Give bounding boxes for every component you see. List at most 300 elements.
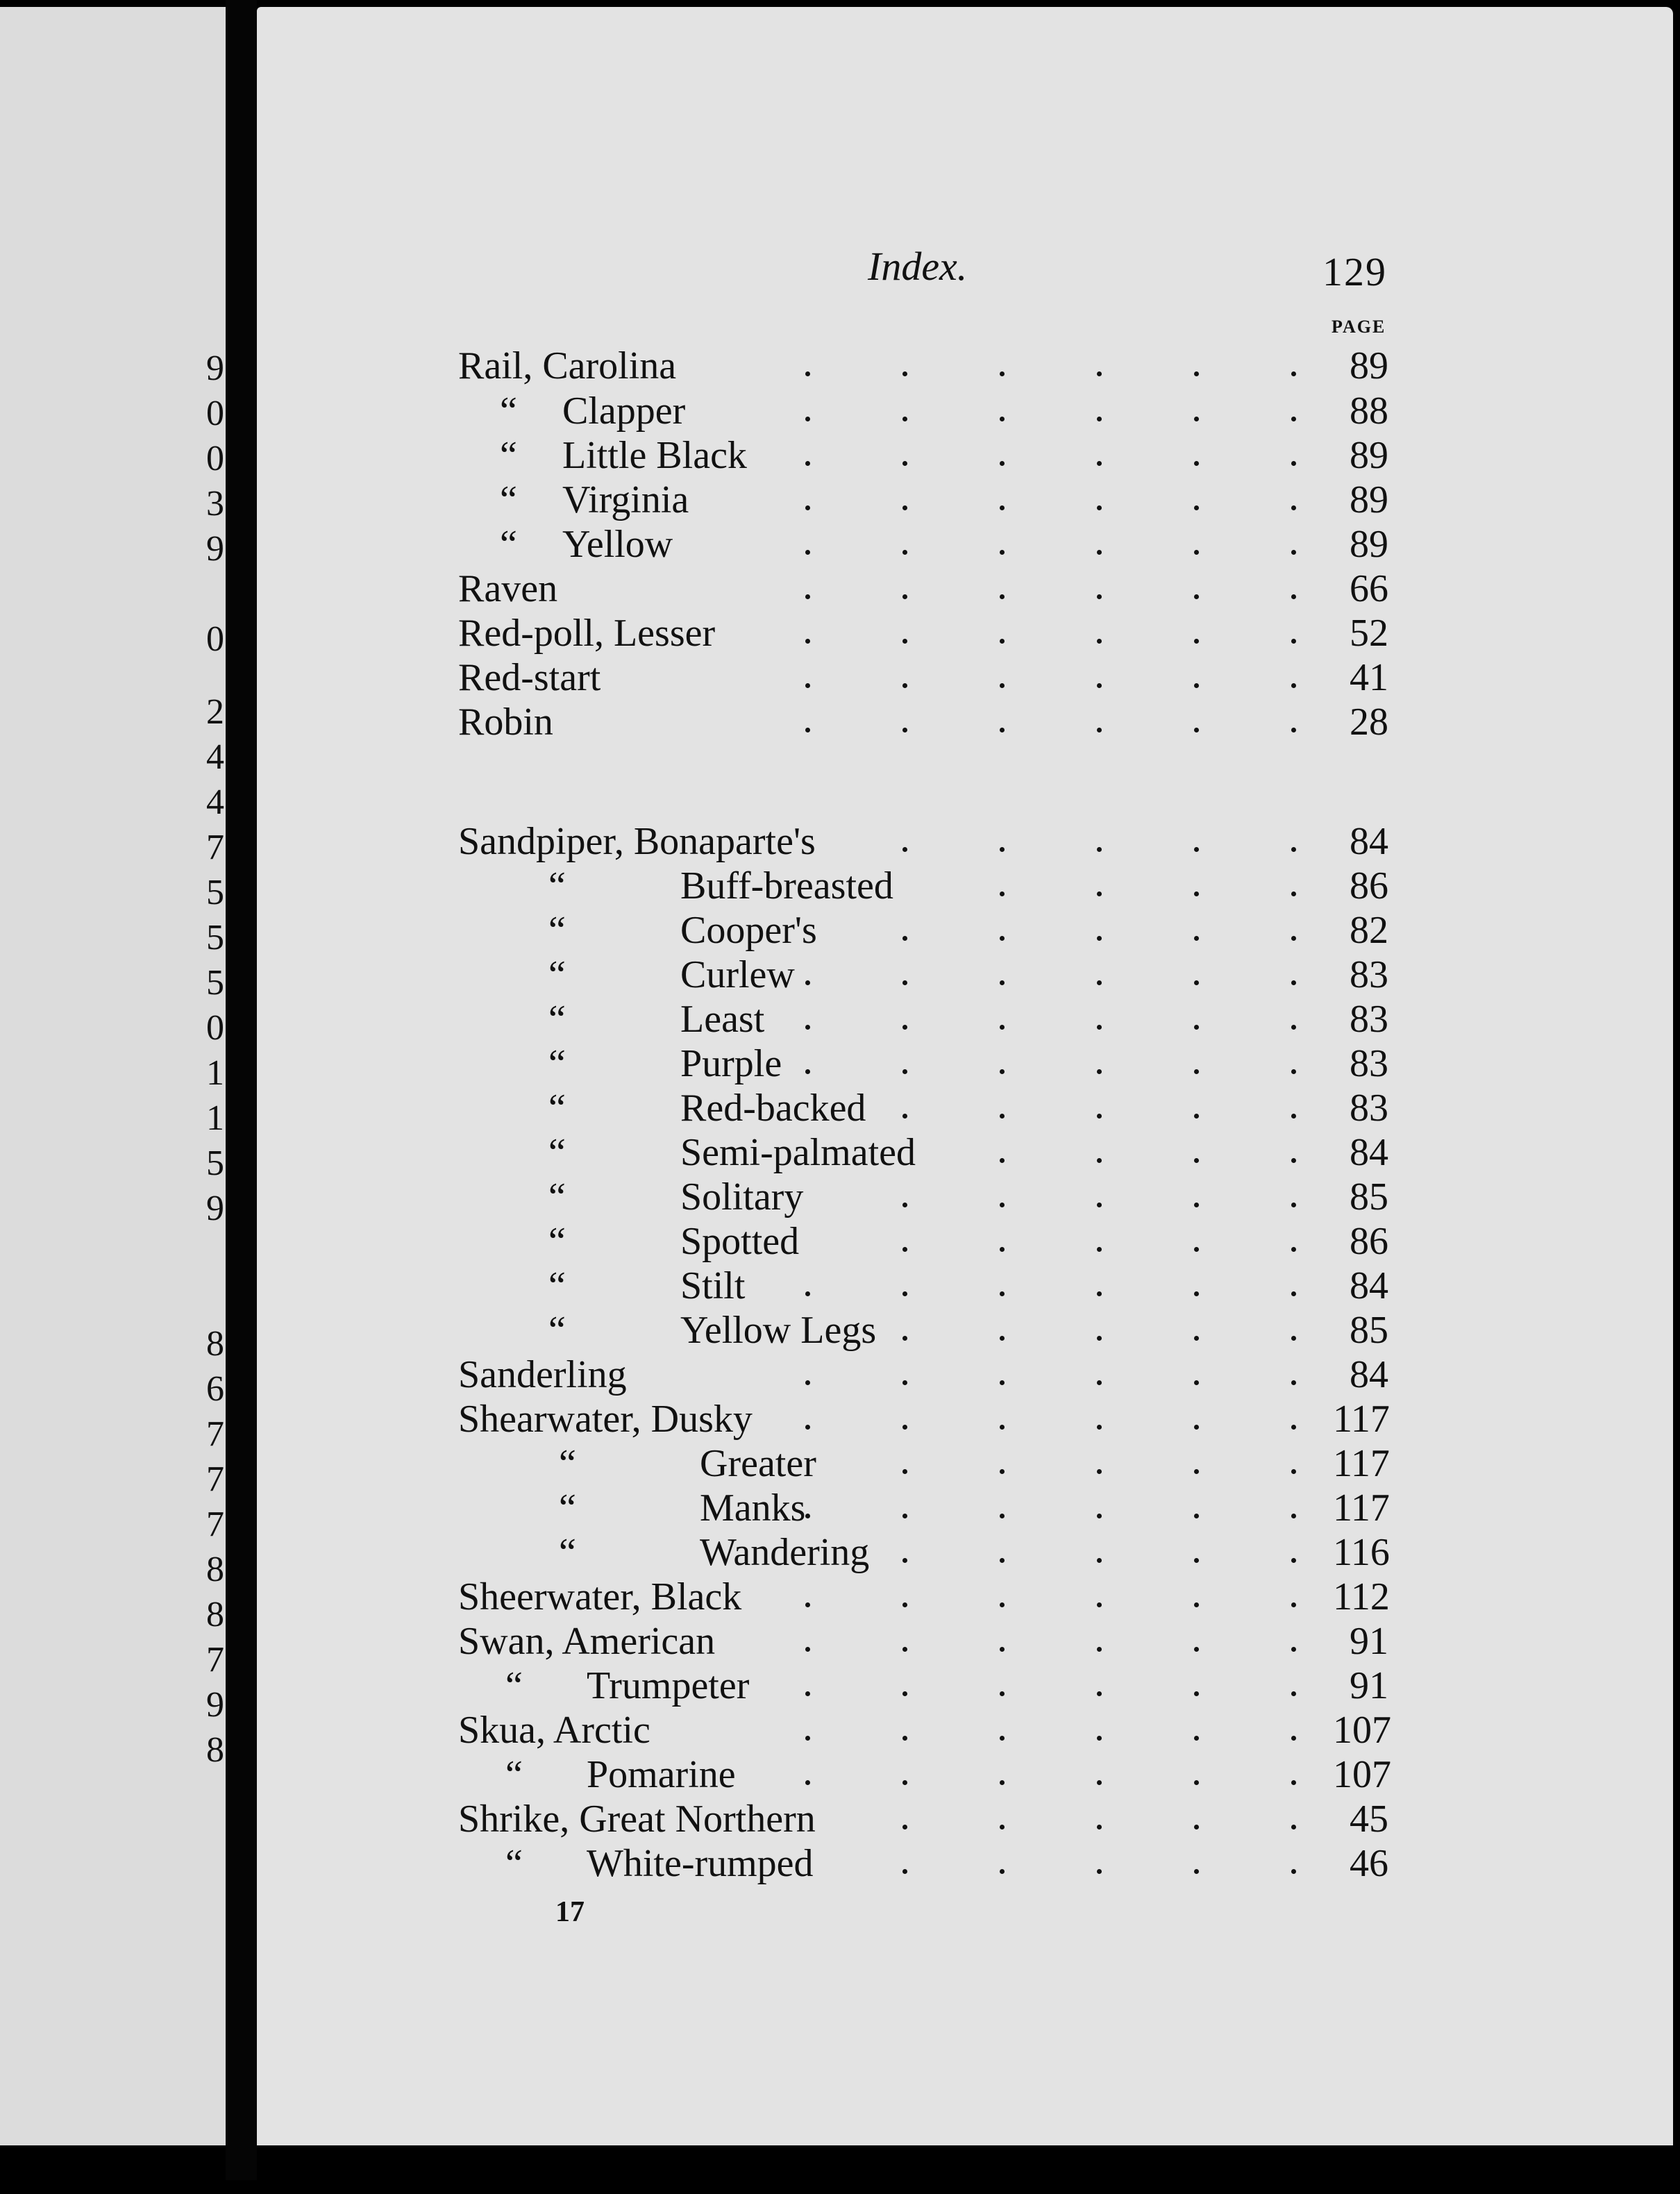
leader-dot	[902, 1869, 907, 1874]
leader-dot	[1000, 1114, 1005, 1119]
margin-digit: 6	[206, 1369, 224, 1409]
entry-page-number: 89	[1350, 478, 1388, 521]
entry-page-number: 89	[1350, 344, 1388, 387]
entry-page-number: 83	[1350, 953, 1388, 996]
leader-dot	[1000, 1203, 1005, 1207]
leader-dot	[902, 1025, 907, 1030]
index-entry	[0, 1486, 1680, 1530]
index-entry	[0, 1530, 1680, 1575]
index-entry	[0, 1353, 1680, 1397]
leader-dot	[1291, 1869, 1296, 1874]
leader-dot	[1194, 1558, 1199, 1563]
leader-dot	[902, 1425, 907, 1430]
leader-dot	[805, 639, 810, 644]
leader-dot	[1194, 1336, 1199, 1341]
leader-dot	[1194, 1736, 1199, 1741]
ditto-mark: “	[548, 1220, 566, 1263]
margin-digit: 0	[206, 1008, 224, 1048]
index-entry	[0, 1175, 1680, 1219]
leader-dot	[902, 1380, 907, 1385]
leader-dot	[902, 980, 907, 985]
leader-dot	[902, 639, 907, 644]
entry-page-number: 84	[1350, 1131, 1388, 1174]
leader-dot	[1097, 891, 1102, 896]
leader-dot	[1194, 1291, 1199, 1296]
entry-page-number: 46	[1350, 1842, 1388, 1885]
entry-page-number: 86	[1350, 864, 1388, 907]
leader-dot	[1291, 980, 1296, 985]
entry-page-number: 91	[1350, 1620, 1388, 1663]
leader-dot	[1291, 1780, 1296, 1785]
leader-dot	[1097, 505, 1102, 510]
leader-dot	[1194, 461, 1199, 466]
leader-dot	[1000, 980, 1005, 985]
ditto-mark: “	[500, 390, 517, 433]
entry-page-number: 88	[1350, 390, 1388, 433]
index-entry	[0, 819, 1680, 867]
margin-digit: 7	[206, 1414, 224, 1454]
leader-dot	[805, 1025, 810, 1030]
leader-dot	[902, 1203, 907, 1207]
entry-name: Manks	[700, 1487, 806, 1530]
leader-dot	[1097, 1602, 1102, 1607]
leader-dot	[1194, 683, 1199, 688]
leader-dot	[805, 417, 810, 421]
leader-dot	[1000, 1336, 1005, 1341]
leader-dot	[1097, 1380, 1102, 1385]
entry-page-number: 83	[1350, 1087, 1388, 1130]
leader-dot	[902, 461, 907, 466]
leader-dot	[1291, 1736, 1296, 1741]
leader-dot	[1194, 1691, 1199, 1696]
leader-dot	[1194, 1602, 1199, 1607]
index-entry	[0, 700, 1680, 744]
leader-dot	[1000, 1691, 1005, 1696]
index-entry	[0, 864, 1680, 908]
margin-digit: 5	[206, 918, 224, 957]
margin-digit: 5	[206, 873, 224, 912]
entry-page-number: 52	[1350, 612, 1388, 655]
leader-dot	[1000, 1025, 1005, 1030]
leader-dot	[1000, 683, 1005, 688]
margin-digit: 8	[206, 1550, 224, 1589]
leader-dot	[1291, 1291, 1296, 1296]
leader-dot	[1097, 847, 1102, 852]
entry-name: Wandering	[700, 1531, 870, 1574]
entry-name: Red-start	[458, 656, 601, 699]
entry-name: Shrike, Great Northern	[458, 1798, 816, 1841]
leader-dot	[902, 371, 907, 376]
leader-dot	[902, 417, 907, 421]
entry-name: Sandpiper, Bonaparte's	[458, 820, 816, 863]
leader-dot	[1194, 1158, 1199, 1163]
entry-page-number: 107	[1333, 1753, 1391, 1796]
margin-digit: 9	[206, 529, 224, 569]
leader-dot	[1097, 1869, 1102, 1874]
ditto-mark: “	[548, 1264, 566, 1307]
leader-dot	[1291, 639, 1296, 644]
leader-dot	[1194, 1380, 1199, 1385]
leader-dot	[1194, 594, 1199, 599]
ditto-mark: “	[548, 1042, 566, 1085]
index-entry	[0, 611, 1680, 655]
leader-dot	[1097, 728, 1102, 732]
entry-page-number: 117	[1333, 1487, 1390, 1530]
leader-dot	[1291, 728, 1296, 732]
entry-page-number: 66	[1350, 567, 1388, 610]
margin-digit: 1	[206, 1053, 224, 1093]
margin-digit: 7	[206, 828, 224, 867]
leader-dot	[1000, 1291, 1005, 1296]
index-entry	[0, 344, 1680, 388]
entry-name: Red-backed	[680, 1087, 866, 1130]
leader-dot	[1194, 1069, 1199, 1074]
leader-dot	[1000, 1736, 1005, 1741]
leader-dot	[1291, 1691, 1296, 1696]
entry-name: Semi-palmated	[680, 1131, 916, 1174]
ditto-mark: “	[548, 953, 566, 996]
leader-dot	[902, 1247, 907, 1252]
leader-dot	[1194, 980, 1199, 985]
leader-dot	[1000, 1514, 1005, 1518]
index-entry	[0, 997, 1680, 1041]
leader-dot	[1000, 1780, 1005, 1785]
entry-name: Clapper	[562, 390, 686, 433]
leader-dot	[805, 980, 810, 985]
entry-page-number: 84	[1350, 820, 1388, 863]
leader-dot	[1194, 1247, 1199, 1252]
leader-dot	[805, 1425, 810, 1430]
leader-dot	[1000, 594, 1005, 599]
leader-dot	[1097, 1780, 1102, 1785]
leader-dot	[1291, 936, 1296, 941]
margin-digit: 0	[206, 619, 224, 659]
leader-dot	[1194, 639, 1199, 644]
leader-dot	[1291, 1425, 1296, 1430]
ditto-mark: “	[548, 1131, 566, 1174]
leader-dot	[1000, 639, 1005, 644]
entry-name: Sanderling	[458, 1353, 627, 1396]
leader-dot	[1097, 1069, 1102, 1074]
leader-dot	[1000, 728, 1005, 732]
entry-name: Little Black	[562, 434, 747, 477]
leader-dot	[805, 1380, 810, 1385]
leader-dot	[1097, 1291, 1102, 1296]
index-entry	[0, 1664, 1680, 1708]
leader-dot	[1000, 1469, 1005, 1474]
leader-dot	[1194, 936, 1199, 941]
ditto-mark: “	[559, 1442, 576, 1485]
leader-dot	[1000, 1158, 1005, 1163]
leader-dot	[1000, 847, 1005, 852]
index-entry	[0, 1619, 1680, 1664]
leader-dot	[1000, 417, 1005, 421]
leader-dot	[1194, 1425, 1199, 1430]
leader-dot	[1097, 461, 1102, 466]
entry-name: Robin	[458, 701, 553, 744]
margin-digit: 5	[206, 1144, 224, 1183]
index-entry	[0, 1752, 1680, 1797]
ditto-mark: “	[548, 1175, 566, 1219]
leader-dot	[1194, 417, 1199, 421]
index-entry	[0, 1086, 1680, 1130]
entry-name: Skua, Arctic	[458, 1709, 650, 1752]
margin-digit: 4	[206, 782, 224, 822]
entry-page-number: 89	[1350, 523, 1388, 566]
ditto-mark: “	[548, 998, 566, 1041]
leader-dot	[1291, 683, 1296, 688]
index-entry	[0, 1308, 1680, 1353]
entry-name: Virginia	[562, 478, 689, 521]
entry-name: Sheerwater, Black	[458, 1575, 742, 1618]
entry-page-number: 84	[1350, 1264, 1388, 1307]
leader-dot	[805, 1602, 810, 1607]
leader-dot	[1000, 505, 1005, 510]
leader-dot	[902, 1114, 907, 1119]
leader-dot	[805, 1647, 810, 1652]
leader-dot	[1291, 1647, 1296, 1652]
leader-dot	[902, 847, 907, 852]
leader-dot	[1291, 1114, 1296, 1119]
entry-name: Least	[680, 998, 765, 1041]
leader-dot	[1000, 1558, 1005, 1563]
entry-name: Swan, American	[458, 1620, 716, 1663]
ditto-mark: “	[548, 1087, 566, 1130]
ditto-mark: “	[500, 478, 517, 521]
leader-dot	[902, 1514, 907, 1518]
leader-dot	[805, 1514, 810, 1518]
leader-dot	[805, 371, 810, 376]
entry-page-number: 91	[1350, 1664, 1388, 1707]
leader-dot	[1291, 1558, 1296, 1563]
leader-dot	[1000, 1869, 1005, 1874]
ditto-mark: “	[505, 1664, 523, 1707]
entry-page-number: 116	[1333, 1531, 1390, 1574]
index-entry	[0, 1264, 1680, 1308]
leader-dot	[1097, 1247, 1102, 1252]
leader-dot	[902, 505, 907, 510]
margin-digit: 2	[206, 692, 224, 732]
margin-digit: 9	[206, 1685, 224, 1725]
leader-dot	[1194, 1025, 1199, 1030]
leader-dot	[1000, 1069, 1005, 1074]
entry-page-number: 85	[1350, 1175, 1388, 1219]
leader-dot	[902, 1469, 907, 1474]
leader-dot	[902, 1691, 907, 1696]
index-entry	[0, 1219, 1680, 1264]
entry-page-number: 117	[1333, 1398, 1390, 1441]
margin-digit: 7	[206, 1505, 224, 1544]
leader-dot	[1097, 1336, 1102, 1341]
leader-dot	[1291, 1203, 1296, 1207]
leader-dot	[1000, 550, 1005, 555]
margin-digit: 9	[206, 1189, 224, 1228]
margin-digit: 0	[206, 439, 224, 478]
leader-dot	[1194, 1114, 1199, 1119]
entry-page-number: 107	[1333, 1709, 1391, 1752]
leader-dot	[1194, 371, 1199, 376]
leader-dot	[805, 728, 810, 732]
entry-name: Yellow Legs	[680, 1309, 877, 1352]
leader-dot	[805, 1291, 810, 1296]
index-entry	[0, 655, 1680, 700]
entry-name: Yellow	[562, 523, 673, 566]
leader-dot	[902, 683, 907, 688]
leader-dot	[805, 594, 810, 599]
entry-name: Shearwater, Dusky	[458, 1398, 753, 1441]
entry-name: White-rumped	[587, 1842, 814, 1885]
ditto-mark: “	[505, 1842, 523, 1885]
index-entry	[0, 1130, 1680, 1175]
ditto-mark: “	[559, 1487, 576, 1530]
entry-name: Stilt	[680, 1264, 746, 1307]
leader-dot	[1291, 1380, 1296, 1385]
leader-dot	[1000, 936, 1005, 941]
leader-dot	[1000, 1247, 1005, 1252]
leader-dot	[1194, 1780, 1199, 1785]
leader-dot	[1291, 847, 1296, 852]
ditto-mark: “	[548, 1309, 566, 1352]
entry-name: Solitary	[680, 1175, 804, 1219]
leader-dot	[1291, 1025, 1296, 1030]
index-entry	[0, 953, 1680, 997]
leader-dot	[1097, 1825, 1102, 1829]
leader-dot	[1000, 1380, 1005, 1385]
leader-dot	[1000, 1825, 1005, 1829]
leader-dot	[1097, 1691, 1102, 1696]
leader-dot	[1097, 1425, 1102, 1430]
leader-dot	[1194, 505, 1199, 510]
margin-digit: 0	[206, 394, 224, 433]
ditto-mark: “	[500, 523, 517, 566]
entry-page-number: 117	[1333, 1442, 1390, 1485]
margin-digit: 7	[206, 1459, 224, 1499]
page-title: Index.	[868, 244, 968, 289]
margin-digit: 4	[206, 737, 224, 777]
entry-name: Red-poll, Lesser	[458, 612, 716, 655]
leader-dot	[805, 1691, 810, 1696]
leader-dot	[805, 550, 810, 555]
leader-dot	[1291, 461, 1296, 466]
leader-dot	[1097, 1736, 1102, 1741]
leader-dot	[902, 1336, 907, 1341]
margin-digit: 7	[206, 1640, 224, 1680]
leader-dot	[1291, 505, 1296, 510]
leader-dot	[1000, 371, 1005, 376]
leader-dot	[1291, 1336, 1296, 1341]
index-entry	[0, 433, 1680, 478]
index-entry	[0, 1708, 1680, 1752]
leader-dot	[805, 1780, 810, 1785]
leader-dot	[1194, 1203, 1199, 1207]
entry-page-number: 45	[1350, 1798, 1388, 1841]
index-entry	[0, 389, 1680, 433]
leader-dot	[805, 1736, 810, 1741]
leader-dot	[805, 461, 810, 466]
leader-dot	[1000, 461, 1005, 466]
leader-dot	[1194, 1825, 1199, 1829]
leader-dot	[902, 594, 907, 599]
margin-digit: 1	[206, 1098, 224, 1138]
leader-dot	[1097, 1469, 1102, 1474]
index-entry	[0, 1041, 1680, 1086]
index-entry	[0, 1841, 1680, 1886]
leader-dot	[902, 1558, 907, 1563]
leader-dot	[1097, 1514, 1102, 1518]
index-entry	[0, 1797, 1680, 1841]
index-entry	[0, 1441, 1680, 1486]
entry-page-number: 82	[1350, 909, 1388, 952]
entry-page-number: 85	[1350, 1309, 1388, 1352]
leader-dot	[1000, 891, 1005, 896]
leader-dot	[1097, 417, 1102, 421]
leader-dot	[1291, 1514, 1296, 1518]
leader-dot	[805, 505, 810, 510]
entry-page-number: 28	[1350, 701, 1388, 744]
entry-name: Buff-breasted	[680, 864, 893, 907]
margin-digit: 8	[206, 1595, 224, 1634]
leader-dot	[902, 1602, 907, 1607]
signature-mark: 17	[555, 1896, 585, 1928]
leader-dot	[805, 1069, 810, 1074]
leader-dot	[1291, 1158, 1296, 1163]
leader-dot	[1097, 1158, 1102, 1163]
entry-page-number: 84	[1350, 1353, 1388, 1396]
leader-dot	[1097, 639, 1102, 644]
entry-name: Pomarine	[587, 1753, 736, 1796]
leader-dot	[1194, 847, 1199, 852]
leader-dot	[805, 683, 810, 688]
margin-digit: 9	[206, 349, 224, 388]
entry-name: Rail, Carolina	[458, 344, 677, 387]
index-entry	[0, 1575, 1680, 1619]
leader-dot	[902, 1825, 907, 1829]
leader-dot	[1097, 1558, 1102, 1563]
leader-dot	[902, 1736, 907, 1741]
leader-dot	[1194, 1514, 1199, 1518]
page-column-label: PAGE	[1332, 317, 1386, 337]
leader-dot	[1291, 371, 1296, 376]
entry-page-number: 83	[1350, 998, 1388, 1041]
leader-dot	[1291, 1602, 1296, 1607]
entry-name: Trumpeter	[587, 1664, 750, 1707]
leader-dot	[1000, 1425, 1005, 1430]
leader-dot	[1097, 683, 1102, 688]
entry-page-number: 41	[1350, 656, 1388, 699]
index-entry	[0, 567, 1680, 611]
leader-dot	[1097, 936, 1102, 941]
leader-dot	[902, 550, 907, 555]
leader-dot	[1291, 417, 1296, 421]
leader-dot	[1291, 594, 1296, 599]
leader-dot	[1097, 371, 1102, 376]
entry-name: Spotted	[680, 1220, 800, 1263]
leader-dot	[1097, 594, 1102, 599]
index-entry	[0, 1397, 1680, 1441]
leader-dot	[1194, 728, 1199, 732]
leader-dot	[1194, 1869, 1199, 1874]
leader-dot	[902, 1780, 907, 1785]
leader-dot	[902, 1647, 907, 1652]
entry-name: Purple	[680, 1042, 782, 1085]
index-entry	[0, 522, 1680, 567]
leader-dot	[1097, 980, 1102, 985]
leader-dot	[1097, 550, 1102, 555]
entry-name: Cooper's	[680, 909, 817, 952]
leader-dot	[1097, 1114, 1102, 1119]
leader-dot	[1291, 1069, 1296, 1074]
leader-dot	[1194, 1469, 1199, 1474]
